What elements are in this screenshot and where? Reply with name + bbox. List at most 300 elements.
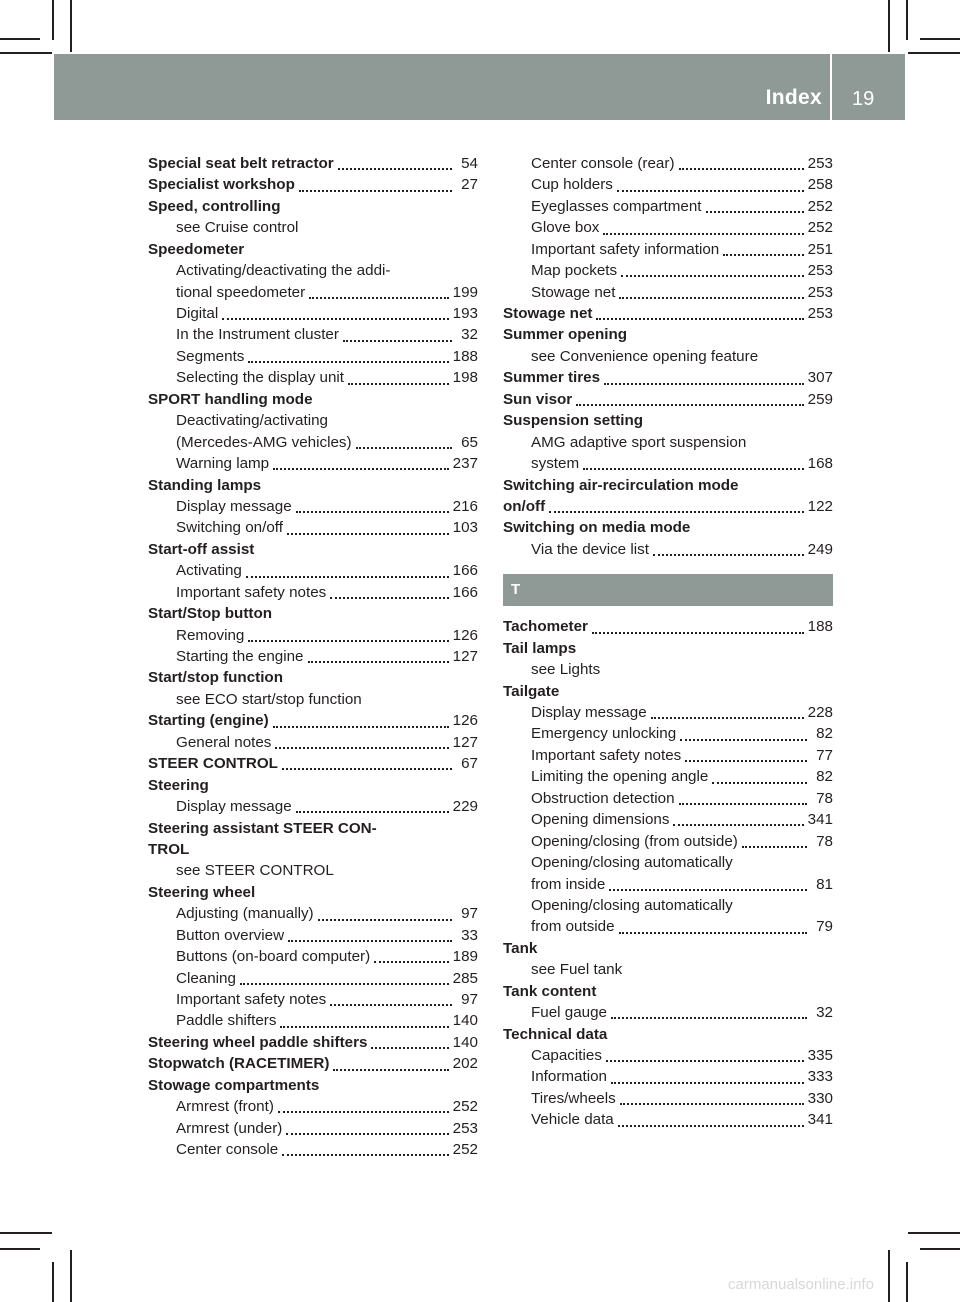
index-entry (503, 517, 833, 538)
index-entry[interactable] (148, 1032, 478, 1053)
page-reference[interactable]: 82 (816, 725, 833, 743)
index-entry (148, 475, 478, 496)
dot-leader (333, 1068, 448, 1071)
index-term: Sun visor (503, 390, 573, 408)
index-entry (148, 389, 478, 410)
index-subentry (503, 895, 833, 916)
page-reference[interactable]: 341 (807, 1111, 833, 1129)
page-reference[interactable]: 259 (807, 390, 833, 408)
page-title: Index (765, 86, 822, 109)
dot-leader (338, 167, 452, 170)
index-subentry[interactable] (503, 702, 833, 723)
page-reference[interactable]: 127 (452, 733, 478, 751)
index-term: Steering assistant STEER CON- (148, 819, 377, 837)
index-subentry[interactable] (503, 453, 833, 474)
index-term: Tank (503, 939, 538, 957)
crop-mark (0, 1248, 40, 1250)
index-subentry[interactable] (148, 989, 478, 1010)
index-subentry[interactable] (148, 646, 478, 667)
dot-leader (356, 446, 452, 449)
index-entry[interactable] (503, 367, 833, 388)
index-subentry[interactable] (503, 196, 833, 217)
index-term: SPORT handling mode (148, 390, 313, 408)
index-subentry[interactable] (148, 1096, 478, 1117)
index-entry (148, 818, 478, 839)
index-term: Fuel gauge (531, 1004, 607, 1022)
index-term: Steering wheel (148, 883, 256, 901)
index-entry (503, 681, 833, 702)
index-term: Starting the engine (176, 648, 304, 666)
dot-leader (596, 317, 803, 320)
dot-leader (330, 596, 448, 599)
dot-leader (606, 1059, 804, 1062)
index-subentry (503, 959, 833, 980)
dot-leader (621, 274, 804, 277)
crop-mark (70, 0, 72, 52)
dot-leader (618, 1124, 804, 1127)
index-term: see STEER CONTROL (176, 862, 334, 880)
index-term: Summer opening (503, 326, 628, 344)
index-term: system (531, 455, 580, 473)
index-subentry[interactable] (503, 916, 833, 937)
index-subentry[interactable] (148, 517, 478, 538)
index-subentry[interactable] (148, 1118, 478, 1139)
index-entry (503, 638, 833, 659)
index-subentry[interactable] (503, 788, 833, 809)
dot-leader (287, 532, 449, 535)
index-term: Tachometer (503, 618, 588, 636)
page-reference[interactable]: 202 (452, 1055, 478, 1073)
index-subentry (148, 410, 478, 431)
crop-mark (908, 1232, 960, 1234)
crop-mark (70, 1250, 72, 1302)
index-term: Eyeglasses compartment (531, 197, 702, 215)
page-reference[interactable]: 253 (452, 1119, 478, 1137)
index-term: Activating/deactivating the addi- (176, 262, 391, 280)
crop-mark (0, 1232, 52, 1234)
page-reference[interactable]: 307 (807, 369, 833, 387)
dot-leader (723, 253, 803, 256)
index-term: Armrest (front) (176, 1098, 274, 1116)
dot-leader (273, 467, 449, 470)
dot-leader (619, 931, 807, 934)
index-subentry[interactable] (148, 1139, 478, 1160)
index-entry (148, 539, 478, 560)
index-subentry[interactable] (503, 217, 833, 238)
dot-leader (248, 360, 448, 363)
page-reference[interactable]: 168 (807, 455, 833, 473)
page-reference[interactable]: 252 (807, 197, 833, 215)
dot-leader (318, 918, 452, 921)
index-term: Stowage net (531, 283, 616, 301)
crop-mark (920, 1248, 960, 1250)
index-term: Center console (rear) (531, 154, 675, 172)
index-term: Start-off assist (148, 540, 255, 558)
page-reference[interactable]: 229 (452, 798, 478, 816)
crop-mark (0, 38, 40, 40)
index-entry (148, 1075, 478, 1096)
index-subentry[interactable] (148, 582, 478, 603)
index-term: tional speedometer (176, 283, 306, 301)
index-term: Important safety notes (176, 991, 327, 1009)
index-term: Paddle shifters (176, 1012, 277, 1030)
index-entry (148, 668, 478, 689)
index-term: Specialist workshop (148, 176, 295, 194)
index-subentry[interactable] (503, 282, 833, 303)
dot-leader (706, 210, 804, 213)
index-subentry (503, 346, 833, 367)
page-reference[interactable]: 252 (452, 1098, 478, 1116)
page-reference[interactable]: 82 (816, 768, 833, 786)
index-entry[interactable] (148, 710, 478, 731)
dot-leader (286, 1132, 448, 1135)
index-term: from outside (531, 918, 615, 936)
page-reference[interactable]: 79 (816, 918, 833, 936)
index-subentry[interactable] (503, 1002, 833, 1023)
index-term: Armrest (under) (176, 1119, 283, 1137)
index-term: Adjusting (manually) (176, 905, 314, 923)
page-reference[interactable]: 78 (816, 832, 833, 850)
index-term: (Mercedes-AMG vehicles) (176, 433, 352, 451)
index-subentry[interactable] (503, 239, 833, 260)
index-term: Important safety notes (176, 583, 327, 601)
index-subentry[interactable] (503, 1067, 833, 1088)
page-reference[interactable]: 65 (461, 433, 478, 451)
index-subentry[interactable] (148, 625, 478, 646)
page-reference[interactable]: 341 (807, 811, 833, 829)
index-subentry[interactable] (503, 724, 833, 745)
page-reference[interactable]: 252 (452, 1141, 478, 1159)
index-term: Display message (176, 497, 292, 515)
index-term: General notes (176, 733, 272, 751)
page-reference[interactable]: 103 (452, 519, 478, 537)
index-term: Stowage compartments (148, 1076, 320, 1094)
dot-leader (308, 660, 449, 663)
page-reference[interactable]: 126 (452, 712, 478, 730)
dot-leader (679, 802, 807, 805)
index-term: AMG adaptive sport suspension (531, 433, 747, 451)
index-column-right (503, 153, 833, 1131)
index-term: see Fuel tank (531, 961, 623, 979)
index-term: Opening/closing automatically (531, 854, 733, 872)
index-term: Glove box (531, 219, 600, 237)
page-reference[interactable]: 258 (807, 176, 833, 194)
dot-leader (309, 296, 448, 299)
index-entry[interactable] (148, 753, 478, 774)
index-term: on/off (503, 497, 546, 515)
index-term: Digital (176, 305, 219, 323)
dot-leader (371, 1046, 448, 1049)
dot-leader (288, 939, 452, 942)
dot-leader (679, 167, 804, 170)
dot-leader (609, 888, 807, 891)
dot-leader (742, 845, 807, 848)
page-reference[interactable]: 122 (807, 497, 833, 515)
index-entry[interactable] (503, 616, 833, 637)
index-subentry (148, 260, 478, 281)
dot-leader (348, 382, 449, 385)
index-entry (503, 475, 833, 496)
index-term: Information (531, 1068, 607, 1086)
index-column-left (148, 153, 478, 1161)
page-reference[interactable]: 126 (452, 626, 478, 644)
page-reference[interactable]: 188 (807, 618, 833, 636)
index-subentry[interactable] (148, 367, 478, 388)
page-reference[interactable]: 216 (452, 497, 478, 515)
page-reference[interactable]: 32 (461, 326, 478, 344)
dot-leader (280, 1025, 448, 1028)
index-term: Button overview (176, 926, 285, 944)
dot-leader (246, 575, 449, 578)
page-reference[interactable]: 77 (816, 746, 833, 764)
index-term: Tailgate (503, 682, 560, 700)
index-subentry[interactable] (148, 325, 478, 346)
page-reference[interactable]: 249 (807, 540, 833, 558)
dot-leader (296, 510, 449, 513)
index-term: see Convenience opening feature (531, 347, 759, 365)
dot-leader (617, 189, 804, 192)
page-reference[interactable]: 189 (452, 948, 478, 966)
index-term: TROL (148, 840, 190, 858)
index-term: Selecting the display unit (176, 369, 345, 387)
page-reference[interactable]: 335 (807, 1047, 833, 1065)
dot-leader (222, 317, 448, 320)
dot-leader (673, 823, 803, 826)
index-subentry[interactable] (148, 346, 478, 367)
page-reference[interactable]: 140 (452, 1033, 478, 1051)
index-subentry[interactable] (503, 1088, 833, 1109)
index-term: Summer tires (503, 369, 601, 387)
page-reference[interactable]: 253 (807, 262, 833, 280)
index-subentry[interactable] (503, 831, 833, 852)
dot-leader (374, 960, 448, 963)
index-term: Segments (176, 347, 245, 365)
page-reference[interactable]: 253 (807, 154, 833, 172)
index-subentry[interactable] (503, 1109, 833, 1130)
index-subentry[interactable] (148, 560, 478, 581)
index-entry[interactable] (148, 153, 478, 174)
index-term: Stopwatch (RACETIMER) (148, 1055, 330, 1073)
index-term: STEER CONTROL (148, 755, 278, 773)
page-reference[interactable]: 81 (816, 875, 833, 893)
index-term: from inside (531, 875, 606, 893)
dot-leader (651, 716, 804, 719)
index-subentry[interactable] (148, 453, 478, 474)
page-reference[interactable]: 97 (461, 991, 478, 1009)
page-reference[interactable]: 33 (461, 926, 478, 944)
index-subentry[interactable] (148, 496, 478, 517)
index-term: Technical data (503, 1025, 608, 1043)
index-term: Cup holders (531, 176, 613, 194)
index-term: Switching on media mode (503, 519, 691, 537)
index-term: Suspension setting (503, 412, 644, 430)
page-reference[interactable]: 285 (452, 969, 478, 987)
header-divider (830, 54, 832, 120)
dot-leader (604, 382, 804, 385)
page-reference[interactable]: 252 (807, 219, 833, 237)
dot-leader (299, 189, 452, 192)
index-subentry[interactable] (148, 732, 478, 753)
crop-mark (906, 1262, 908, 1302)
index-term: Deactivating/activating (176, 412, 328, 430)
index-term: Opening/closing automatically (531, 896, 733, 914)
index-term: Display message (176, 798, 292, 816)
index-term: Limiting the opening angle (531, 768, 709, 786)
page-reference[interactable]: 199 (452, 283, 478, 301)
index-subentry[interactable] (148, 968, 478, 989)
page-reference[interactable]: 237 (452, 455, 478, 473)
page-reference[interactable]: 166 (452, 562, 478, 580)
index-list-s-continued (503, 153, 833, 560)
dot-leader (549, 510, 803, 513)
index-subentry[interactable] (503, 766, 833, 787)
page-reference[interactable]: 330 (807, 1089, 833, 1107)
index-term: Cleaning (176, 969, 236, 987)
index-entry (148, 839, 478, 860)
index-subentry[interactable] (148, 1011, 478, 1032)
index-term: Obstruction detection (531, 789, 675, 807)
index-term: Activating (176, 562, 242, 580)
index-subentry[interactable] (148, 925, 478, 946)
page-reference[interactable]: 228 (807, 704, 833, 722)
index-term: Removing (176, 626, 245, 644)
index-term: Center console (176, 1141, 279, 1159)
index-term: Buttons (on-board computer) (176, 948, 371, 966)
index-entry (148, 239, 478, 260)
index-term: Opening/closing (from outside) (531, 832, 738, 850)
index-subentry[interactable] (503, 174, 833, 195)
index-entry (503, 325, 833, 346)
page-reference[interactable]: 78 (816, 789, 833, 807)
page-reference[interactable]: 127 (452, 648, 478, 666)
index-term: Opening dimensions (531, 811, 670, 829)
index-subentry (148, 860, 478, 881)
index-entry (503, 938, 833, 959)
index-entry[interactable] (503, 303, 833, 324)
dot-leader (343, 339, 452, 342)
crop-mark (0, 52, 52, 54)
page-reference[interactable]: 32 (816, 1004, 833, 1022)
section-header-t: T (503, 574, 833, 606)
index-term: Display message (531, 704, 647, 722)
index-term: Emergency unlocking (531, 725, 677, 743)
index-subentry[interactable] (148, 903, 478, 924)
index-term: Speed, controlling (148, 197, 281, 215)
page-reference[interactable]: 188 (452, 347, 478, 365)
page-reference[interactable]: 253 (807, 283, 833, 301)
index-entry[interactable] (503, 389, 833, 410)
dot-leader (278, 1110, 449, 1113)
page-reference[interactable]: 140 (452, 1012, 478, 1030)
page-reference[interactable]: 198 (452, 369, 478, 387)
index-term: Standing lamps (148, 476, 262, 494)
dot-leader (275, 746, 448, 749)
page-reference[interactable]: 67 (461, 755, 478, 773)
index-subentry[interactable] (503, 1045, 833, 1066)
index-term: Stowage net (503, 305, 593, 323)
crop-mark (888, 0, 890, 52)
crop-mark (888, 1250, 890, 1302)
index-entry[interactable] (503, 496, 833, 517)
index-term: Via the device list (531, 540, 649, 558)
index-subentry[interactable] (503, 539, 833, 560)
page-reference[interactable]: 27 (461, 176, 478, 194)
index-term: Steering (148, 776, 209, 794)
page-reference[interactable]: 251 (807, 240, 833, 258)
index-subentry[interactable] (148, 303, 478, 324)
dot-leader (611, 1081, 804, 1084)
index-subentry (503, 659, 833, 680)
index-term: Switching on/off (176, 519, 283, 537)
page-reference[interactable]: 333 (807, 1068, 833, 1086)
index-subentry[interactable] (148, 432, 478, 453)
dot-leader (653, 553, 804, 556)
page-reference[interactable]: 193 (452, 305, 478, 323)
crop-mark (906, 0, 908, 40)
watermark: carmanualsonline.info (728, 1276, 874, 1293)
index-subentry[interactable] (148, 282, 478, 303)
index-subentry[interactable] (148, 796, 478, 817)
index-term: Switching air-recirculation mode (503, 476, 739, 494)
page-reference[interactable]: 54 (461, 154, 478, 172)
index-term: Special seat belt retractor (148, 154, 334, 172)
index-term: Start/Stop button (148, 605, 273, 623)
index-term: In the Instrument cluster (176, 326, 339, 344)
dot-leader (282, 1153, 449, 1156)
index-entry (148, 882, 478, 903)
index-entry (503, 410, 833, 431)
index-term: Map pockets (531, 262, 618, 280)
index-entry[interactable] (148, 1053, 478, 1074)
index-term: Tank content (503, 982, 597, 1000)
index-term: Warning lamp (176, 455, 270, 473)
index-subentry[interactable] (148, 946, 478, 967)
index-subentry (148, 689, 478, 710)
index-term: Vehicle data (531, 1111, 614, 1129)
dot-leader (273, 725, 449, 728)
dot-leader (248, 639, 448, 642)
index-subentry[interactable] (503, 874, 833, 895)
page-reference[interactable]: 166 (452, 583, 478, 601)
index-entry (503, 1024, 833, 1045)
index-entry[interactable] (148, 174, 478, 195)
crop-mark (908, 52, 960, 54)
index-subentry[interactable] (503, 153, 833, 174)
index-subentry (503, 432, 833, 453)
index-entry (148, 775, 478, 796)
index-term: Start/stop function (148, 669, 283, 687)
crop-mark (920, 38, 960, 40)
dot-leader (282, 767, 452, 770)
dot-leader (712, 781, 807, 784)
dot-leader (685, 759, 807, 762)
dot-leader (592, 631, 804, 634)
page-reference[interactable]: 97 (461, 905, 478, 923)
index-term: Speedometer (148, 240, 245, 258)
dot-leader (240, 982, 449, 985)
index-term: see ECO start/stop function (176, 690, 362, 708)
index-subentry (148, 217, 478, 238)
index-subentry[interactable] (503, 809, 833, 830)
dot-leader (611, 1016, 807, 1019)
index-term: see Lights (531, 661, 601, 679)
dot-leader (619, 296, 803, 299)
index-subentry[interactable] (503, 260, 833, 281)
page-reference[interactable]: 253 (807, 305, 833, 323)
dot-leader (583, 467, 804, 470)
index-subentry[interactable] (503, 745, 833, 766)
index-entry (503, 981, 833, 1002)
